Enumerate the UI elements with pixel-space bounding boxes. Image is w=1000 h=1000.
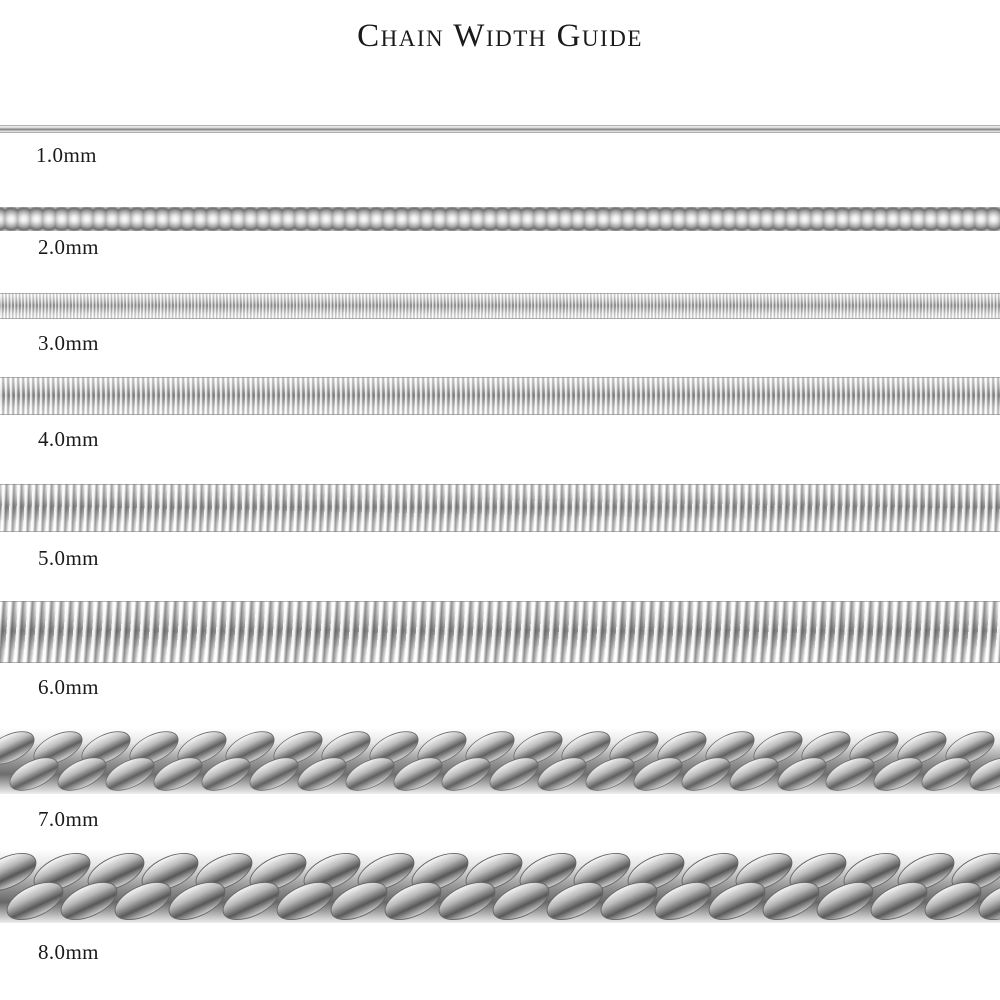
chain-edge-shadow [0,531,1000,532]
chain-sample-6mm [0,601,1000,663]
chain-edge-highlight [0,484,1000,485]
chain-edge-shadow [0,132,1000,133]
chain-edge-shadow [0,662,1000,663]
chain-edge-shadow [0,414,1000,415]
chain-edge-highlight [0,601,1000,602]
chain-sample-1mm [0,125,1000,133]
chain-edge-highlight [0,293,1000,294]
chain-label-1mm: 1.0mm [36,143,97,167]
chain-label-8mm: 8.0mm [38,940,99,964]
chain-sample-2mm [0,207,1000,231]
chain-label-2mm: 2.0mm [38,235,99,259]
chain-link-texture [0,484,1000,532]
chain-sample-4mm [0,377,1000,415]
page-title: Chain Width Guide [357,18,643,54]
chain-edge-highlight [0,377,1000,378]
chain-label-6mm: 6.0mm [38,675,99,699]
chain-edge-shadow [0,318,1000,319]
chain-label-3mm: 3.0mm [38,331,99,355]
chain-label-7mm: 7.0mm [38,807,99,831]
chain-sample-3mm [0,293,1000,319]
rope-chain-graphic [0,724,1000,798]
chain-label-5mm: 5.0mm [38,546,99,570]
chain-sample-7mm [0,724,1000,798]
chain-link-texture [0,377,1000,415]
chain-link-texture [0,293,1000,319]
chain-edge-highlight [0,125,1000,126]
chain-label-4mm: 4.0mm [38,427,99,451]
chain-sample-5mm [0,484,1000,532]
chain-link-texture [0,601,1000,663]
chain-sample-8mm [0,845,1000,927]
chain-bead-texture [0,207,1000,231]
rope-chain-graphic [0,845,1000,927]
